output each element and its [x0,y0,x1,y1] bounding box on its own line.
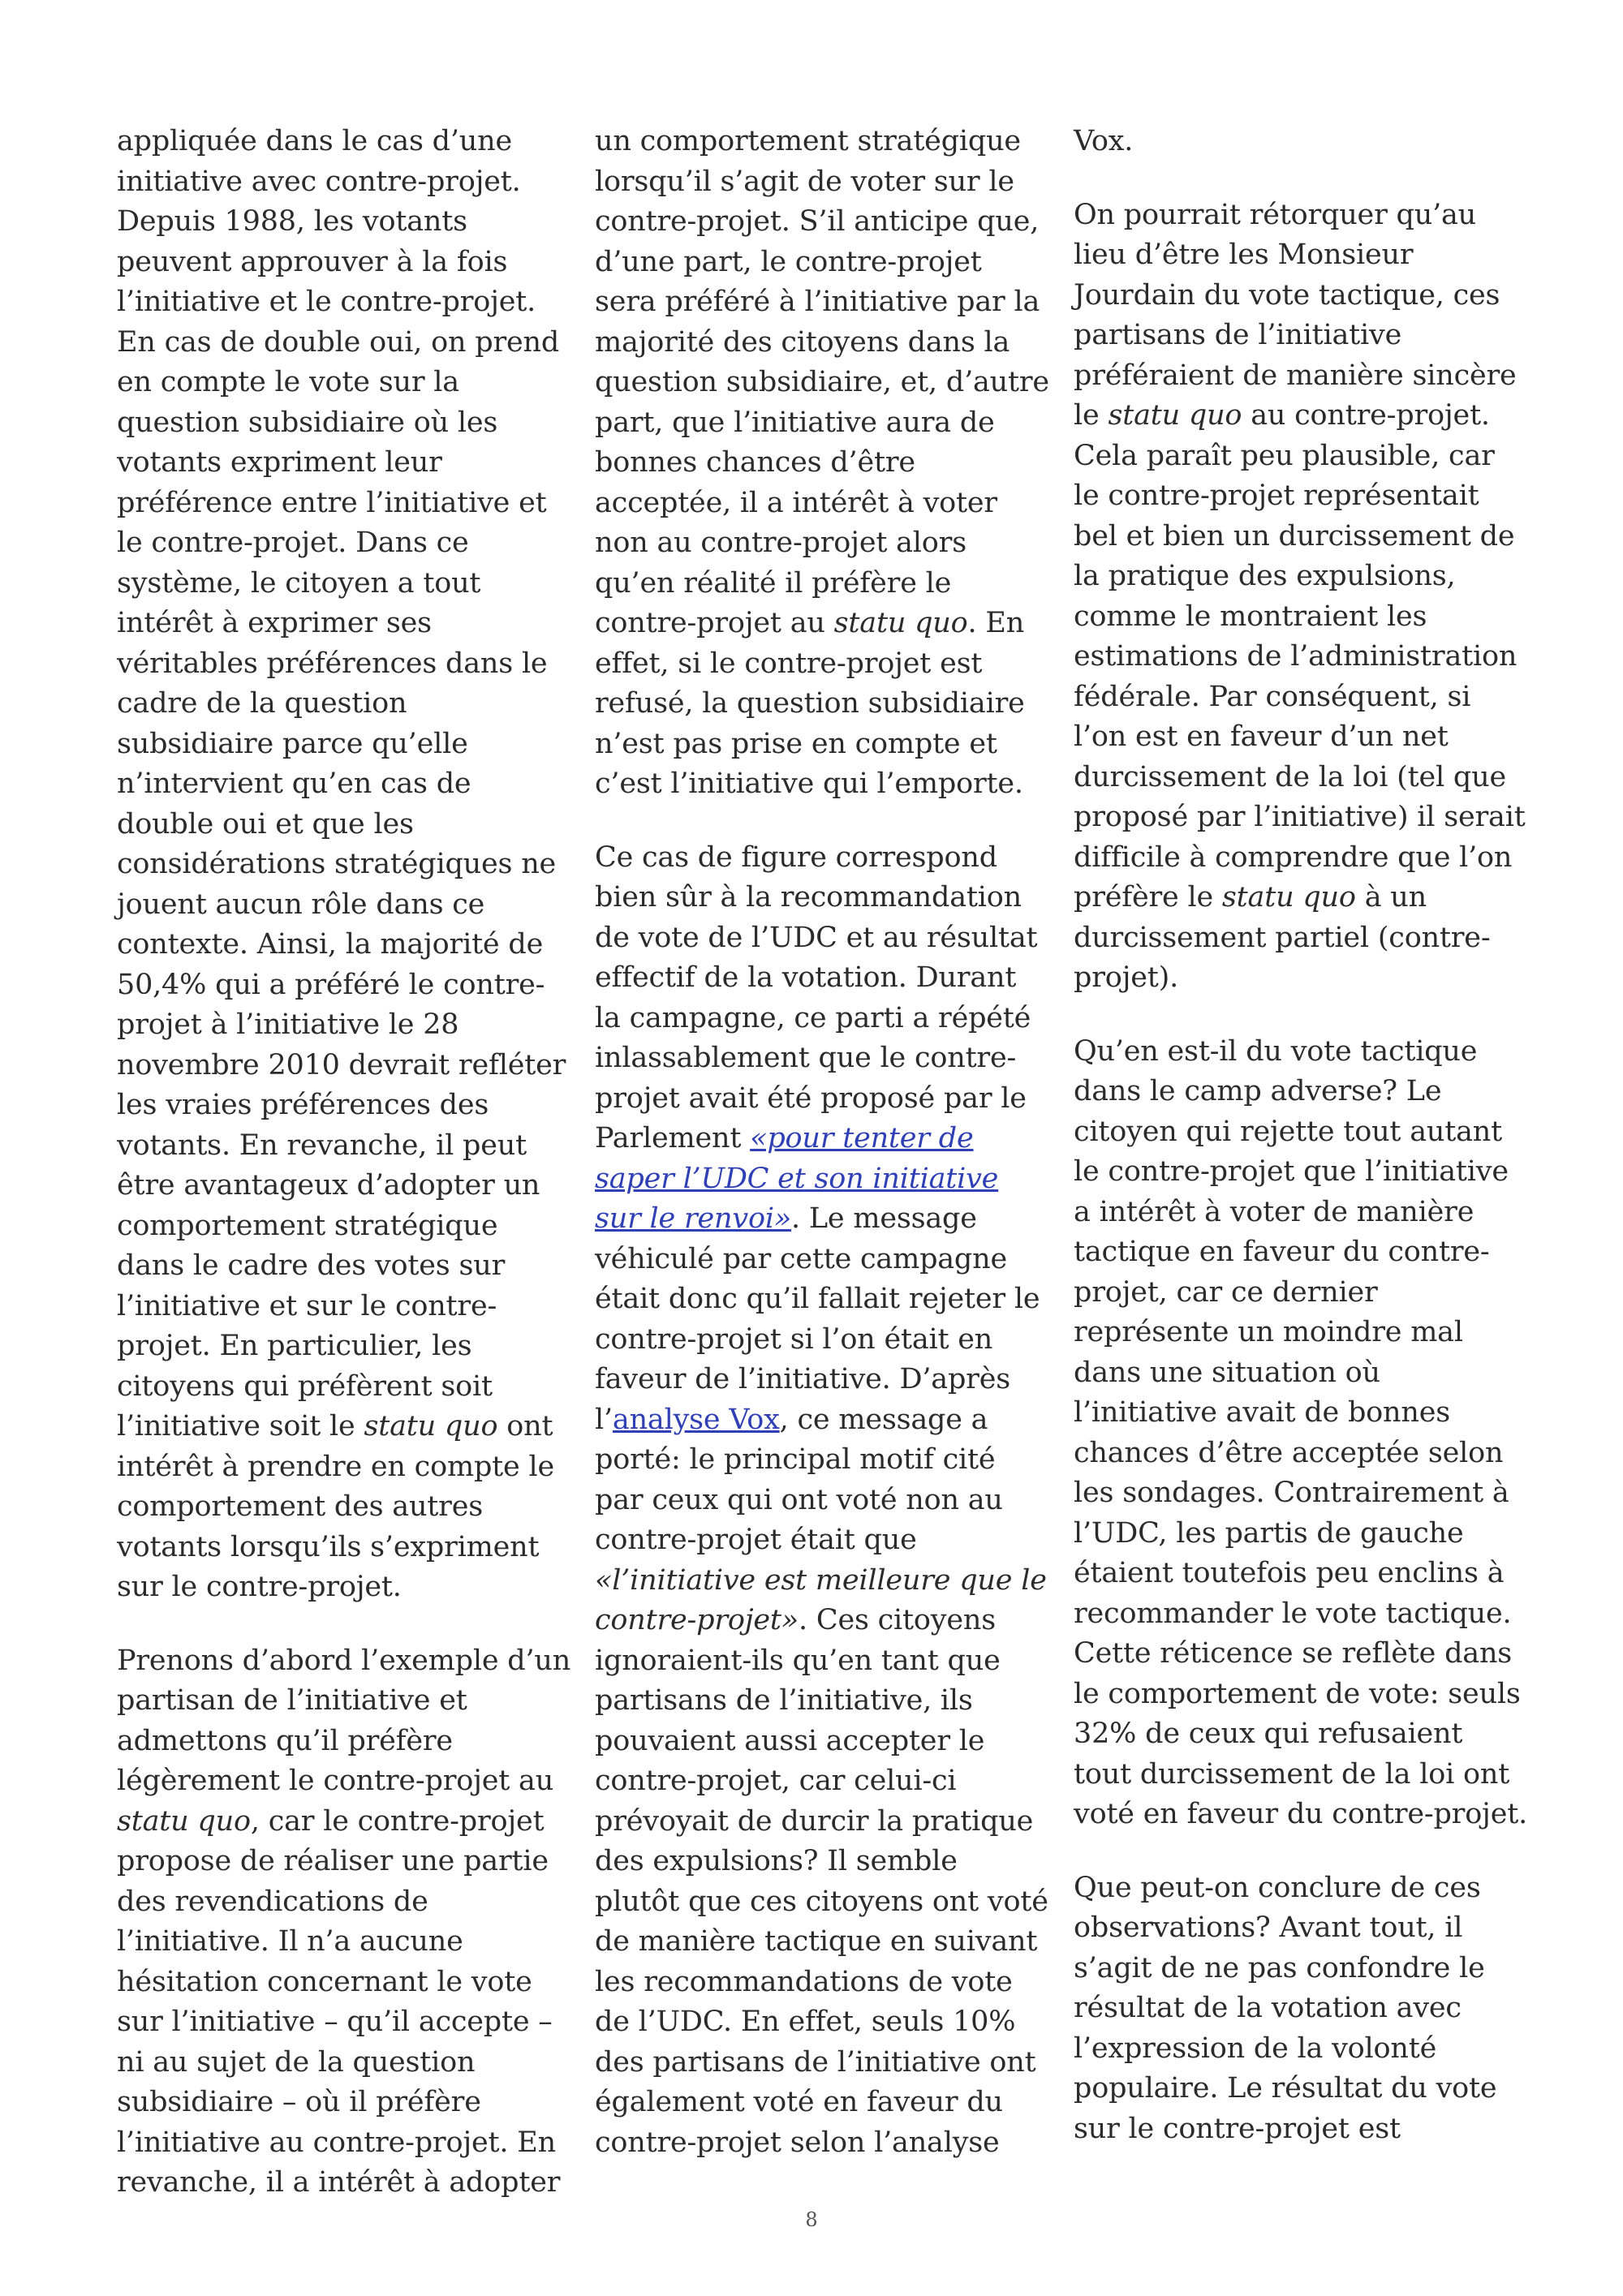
text-segment: , ce message a porté: le principal motif cité par ceux qui ont voté non au contre-projet était que [595,1403,1003,1556]
text-segment: On pourrait rétorquer qu’au lieu d’être les Monsieur Jourdain du vote tactique, ces partisans de l’initiative préféraient de manière sincère le [1074,198,1517,432]
paragraph [117,122,571,1608]
analyse-vox-link[interactable]: analyse Vox [612,1403,780,1436]
italic-text: statu quo [1221,881,1356,914]
text-segment: un comportement stratégique lorsqu’il s’agit de voter sur le contre-projet. S’il anticipe que, d’une part, le contre-projet sera préféré à l’initiative par la majorité des citoyens dans la question subsidiaire, et, d’autre part, que l’initiative aura de bonnes chances d’être acceptée, il a intérêt à voter non au contre-projet alors qu’en réalité il préfère le contre-projet au [595,125,1049,639]
text-segment: . Ces citoyens ignoraient-ils qu’en tant que partisans de l’initiative, ils pouvaient aussi accepter le contre-projet, car celui-ci prévoyait de durcir la pratique des expulsions? Il semble plutôt que ces citoyens ont voté de manière tactique en suivant les recommandations de vote de l’UDC. En effet, seuls 10% des partisans de l’initiative ont également voté en faveur du contre-projet selon l’analyse [595,1604,1048,2159]
paragraph [595,838,1049,2164]
page-number: 8 [805,2208,818,2231]
text-segment: . Le message véhiculé par cette campagne était donc qu’il fallait rejeter le contre-projet si l’on était en faveur de l’initiative. D’après l’ [595,1202,1040,1436]
italic-text: statu quo [833,607,968,639]
italic-text: statu quo [1108,399,1242,432]
text-segment: Qu’en est-il du vote tactique dans le camp adverse? Le citoyen qui rejette tout autant le contre-projet que l’initiative a intérêt à voter de manière tactique en faveur du contre-projet, car ce dernier représente un moindre mal dans une situation où l’initiative avait de bonnes chances d’être acceptée selon les sondages. Contrairement à l’UDC, les partis de gauche étaient toutefois peu enclins à recommander le vote tactique. Cette réticence se reflète dans le comportement de vote: seuls 32% de ceux qui refusaient tout durcissement de la loi ont voté en faveur du contre-projet. [1074,1034,1528,1830]
quote-link[interactable]: «pour tenter de saper l’UDC et son initiative sur le renvoi» [595,1122,999,1235]
text-segment: Prenons d’abord l’exemple d’un partisan de l’initiative et admettons qu’il préfère légèrement le contre-projet au [117,1644,571,1797]
italic-text: «l’initiative est meilleure que le contre-projet» [595,1563,1047,1636]
paragraph [1074,196,1528,999]
paragraph [1074,122,1528,162]
text-column-2 [595,122,1049,2163]
text-segment: Que peut-on conclure de ces observations? Avant tout, il s’agit de ne pas confondre le résultat de la votation avec l’expression de la volonté populaire. Le résultat du vote sur le contre-projet est [1074,1871,1497,2145]
paragraph [1074,1868,1528,2150]
text-segment: Vox. [1074,125,1134,157]
text-segment: . En effet, si le contre-projet est refusé, la question subsidiaire n’est pas prise en compte et c’est l’initiative qui l’emporte. [595,607,1025,800]
text-segment: Ce cas de figure correspond bien sûr à la recommandation de vote de l’UDC et au résultat effectif de la votation. Durant la campagne, ce parti a répété inlassablement que le contre-projet avait été proposé par le Parlement [595,841,1038,1154]
text-column-1 [117,122,571,2204]
paragraph [1074,1032,1528,1835]
text-column-3 [1074,122,1528,2149]
italic-text: statu quo [364,1410,498,1443]
italic-text: statu quo [117,1804,251,1838]
paragraph [595,122,1049,805]
text-segment: à un durcissement partiel (contre-projet). [1074,881,1491,994]
text-segment: ont intérêt à prendre en compte le comportement des autres votants lorsqu’ils s’expriment sur le contre-projet. [117,1410,554,1603]
text-segment: au contre-projet. Cela paraît peu plausible, car le contre-projet représentait bel et bien un durcissement de la pratique des expulsions, comme le montraient les estimations de l’administration fédérale. Par conséquent, si l’on est en faveur d’un net durcissement de la loi (tel que proposé par l’initiative) il serait difficile à comprendre que l’on préfère le [1074,399,1526,914]
text-segment: appliquée dans le cas d’une initiative avec contre-projet. Depuis 1988, les votants peuvent approuver à la fois l’initiative et le contre-projet. En cas de double oui, on prend en compte le vote sur la question subsidiaire où les votants expriment leur préférence entre l’initiative et le contre-projet. Dans ce système, le citoyen a tout intérêt à exprimer ses véritables préférences dans le cadre de la question subsidiaire parce qu’elle n’intervient qu’en cas de double oui et que les considérations stratégiques ne jouent aucun rôle dans ce contexte. Ainsi, la majorité de 50,4% qui a préféré le contre-projet à l’initiative le 28 novembre 2010 devrait refléter les vraies préférences des votants. En revanche, il peut être avantageux d’adopter un comportement stratégique dans le cadre des votes sur l’initiative et sur le contre-projet. En particulier, les citoyens qui préfèrent soit l’initiative soit le [117,125,566,1443]
text-segment: , car le contre-projet propose de réaliser une partie des revendications de l’initiative. Il n’a aucune hésitation concernant le vote sur l’initiative – qu’il accepte – ni au sujet de la question subsidiaire – où il préfère l’initiative au contre-projet. En revanche, il a intérêt à adopter [117,1804,561,2199]
paragraph [117,1641,571,2204]
